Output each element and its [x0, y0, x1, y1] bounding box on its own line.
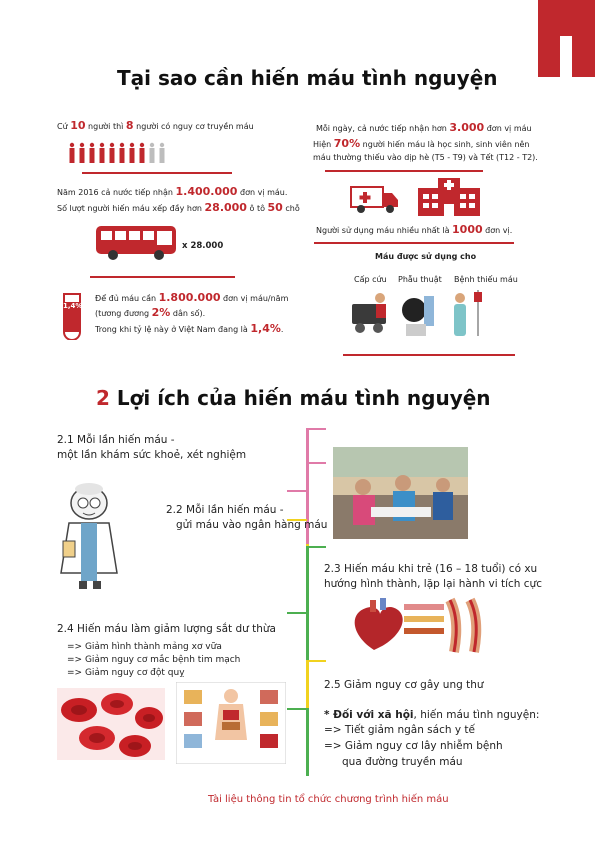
timeline-tick — [306, 462, 326, 464]
benefit-2-1: 2.1 Mỗi lần hiến máu - một lần khám sức khoẻ, xét nghiệm — [57, 434, 247, 461]
stat-students: Hiện 70% người hiến máu là học sinh, sinh viên nên — [313, 137, 530, 150]
timeline-green-2 — [306, 708, 309, 776]
benefit-2-4-item: => Giảm hình thành mảng xơ vữa — [67, 642, 222, 652]
timeline-green — [306, 546, 309, 660]
heart-illustration — [346, 596, 496, 656]
stat-season: máu thường thiếu vào dịp hè (T5 - T9) và Tết (T12 - T2). — [313, 153, 538, 162]
doctor-illustration — [57, 483, 125, 591]
hospital-icon — [416, 176, 482, 216]
benefit-2-4: 2.4 Hiến máu làm giảm lượng sắt dư thừa — [57, 623, 276, 635]
usage-label-anemia: Bệnh thiếu máu — [454, 275, 518, 284]
timeline-tick — [287, 490, 307, 492]
divider — [82, 172, 232, 174]
footer-note: Tài liệu thông tin tổ chức chương trình hiến máu — [208, 794, 449, 805]
social-benefit-item: => Tiết giảm ngân sách y tế — [324, 724, 475, 736]
stat-daily: Mỗi ngày, cả nước tiếp nhận hơn 3.000 đơn vị máu — [316, 121, 532, 134]
social-benefit-item: qua đường truyền máu — [342, 756, 463, 768]
usage-label-emergency: Cấp cứu — [354, 275, 387, 284]
usage-illustrations — [350, 288, 500, 338]
timeline-tick — [306, 660, 326, 662]
stat-vietnam: Trong khi tỷ lệ này ở Việt Nam đang là 1,4%. — [95, 322, 284, 335]
benefit-2-2: 2.2 Mỗi lần hiến máu - gửi máu vào ngân hàng máu — [166, 504, 328, 531]
corner-decoration — [538, 0, 595, 77]
benefit-2-3: 2.3 Hiến máu khi trẻ (16 – 18 tuổi) có xu hướng hình thành, lặp lại hành vi tích cực — [324, 563, 542, 590]
anatomy-illustration — [176, 682, 286, 764]
bus-count: x 28.000 — [182, 241, 224, 251]
divider — [90, 276, 235, 278]
bus-icon — [95, 224, 177, 262]
social-benefit-item: => Giảm nguy cơ lây nhiễm bệnh — [324, 740, 503, 752]
timeline-tick — [287, 708, 307, 710]
benefit-2-5: 2.5 Giảm nguy cơ gây ung thư — [324, 679, 484, 691]
red-blood-cells-illustration — [57, 688, 165, 760]
stat-10-people: Cứ 10 người thì 8 người có nguy cơ truyền máu — [57, 119, 254, 132]
stat-need: Để đủ máu cần 1.800.000 đơn vị máu/năm — [95, 291, 289, 304]
timeline-tick — [287, 612, 307, 614]
timeline-tick — [306, 428, 326, 430]
ambulance-icon — [350, 183, 400, 215]
blood-drop-icon — [60, 290, 84, 340]
stat-max-use: Người sử dụng máu nhiều nhất là 1000 đơn vị. — [316, 223, 513, 236]
divider — [343, 354, 515, 356]
stat-percent: (tương đương 2% dân số). — [95, 306, 206, 319]
stat-2016: Năm 2016 cả nước tiếp nhận 1.400.000 đơn vị máu. — [57, 185, 288, 198]
divider — [314, 242, 514, 244]
divider — [325, 170, 483, 172]
usage-label-surgery: Phẫu thuật — [398, 275, 442, 284]
benefit-2-4-item: => Giảm nguy cơ mắc bệnh tim mạch — [67, 655, 241, 665]
drop-label: 1,4% — [63, 302, 83, 310]
stat-bus: Số lượt người hiến máu xếp đầy hơn 28.000 ô tô 50 chỗ — [57, 201, 300, 214]
section2-title: 2 Lợi ích của hiến máu tình nguyện — [96, 386, 491, 410]
section1-title: Tại sao cần hiến máu tình nguyện — [117, 66, 498, 90]
timeline-yellow-2 — [306, 660, 309, 708]
timeline-tick — [306, 546, 326, 548]
social-benefit-title: * Đối với xã hội, hiến máu tình nguyện: — [324, 709, 540, 721]
benefit-2-4-item: => Giảm nguy cơ đột quỵ — [67, 668, 185, 678]
blood-donation-photo — [333, 447, 468, 539]
usage-title: Máu được sử dụng cho — [375, 252, 477, 261]
people-icons — [68, 142, 168, 164]
